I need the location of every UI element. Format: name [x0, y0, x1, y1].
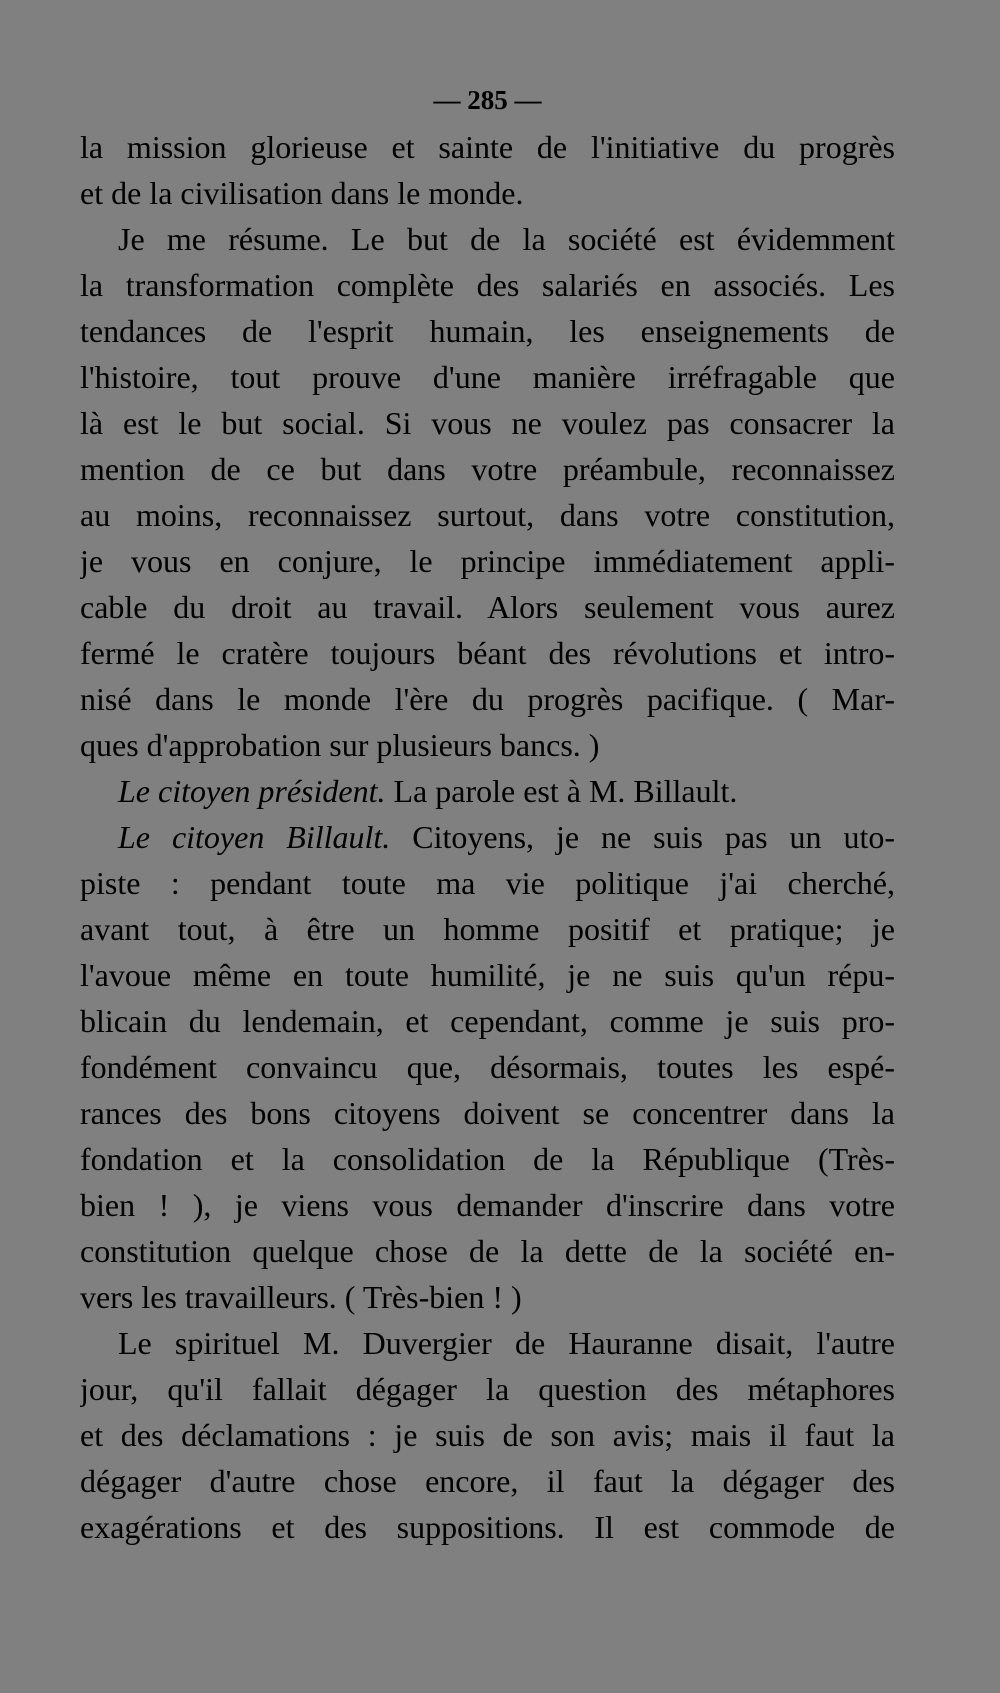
line-text: Je me résume. Le but de la société est évidemment — [118, 221, 895, 257]
line-text: nisé dans le monde l'ère du progrès pacifique. ( Mar- — [80, 681, 895, 717]
line-text: fermé le cratère toujours béant des révolutions et intro- — [80, 635, 895, 671]
line-text: dégager d'autre chose encore, il faut la dégager des — [80, 1463, 895, 1499]
text-line — [80, 722, 895, 768]
line-text: avant tout, à être un homme positif et pratique; je — [80, 911, 895, 947]
text-line — [80, 1504, 895, 1550]
line-text: la mission glorieuse et sainte de l'initiative du progrès — [80, 129, 895, 165]
text-line — [80, 906, 895, 952]
line-text: Citoyens, je ne suis pas un uto- — [390, 819, 895, 855]
line-text: et des déclamations : je suis de son avis; mais il faut la — [80, 1417, 895, 1453]
text-line — [80, 768, 895, 814]
text-line — [80, 1090, 895, 1136]
text-line — [80, 308, 895, 354]
line-text: cable du droit au travail. Alors seulement vous aurez — [80, 589, 895, 625]
line-text: tendances de l'esprit humain, les enseignements de — [80, 313, 895, 349]
line-text: exagérations et des suppositions. Il est commode de — [80, 1509, 895, 1545]
text-line — [80, 1412, 895, 1458]
line-text: bien ! ), je viens vous demander d'inscrire dans votre — [80, 1187, 895, 1223]
line-text: et de la civilisation dans le monde. — [80, 175, 524, 211]
line-text: fondément convaincu que, désormais, toutes les espé- — [80, 1049, 895, 1085]
line-text: jour, qu'il fallait dégager la question des métaphores — [80, 1371, 895, 1407]
line-text: je vous en conjure, le principe immédiatement appli- — [80, 543, 895, 579]
text-line — [80, 1136, 895, 1182]
text-line — [80, 124, 895, 170]
text-line — [80, 584, 895, 630]
text-line — [80, 952, 895, 998]
speaker-name: Le citoyen président. — [118, 773, 386, 809]
text-line — [80, 446, 895, 492]
text-line — [80, 354, 895, 400]
page-number: — 285 — — [433, 85, 542, 115]
text-line — [80, 860, 895, 906]
text-line — [80, 1458, 895, 1504]
line-text: ques d'approbation sur plusieurs bancs. ) — [80, 727, 600, 763]
text-line — [80, 1366, 895, 1412]
book-page — [80, 80, 895, 1550]
line-text: blicain du lendemain, et cependant, comme je suis pro- — [80, 1003, 895, 1039]
body-text — [80, 124, 895, 1550]
line-text: au moins, reconnaissez surtout, dans votre constitution, — [80, 497, 895, 533]
line-text: fondation et la consolidation de la République (Très- — [80, 1141, 895, 1177]
line-text: là est le but social. Si vous ne voulez pas consacrer la — [80, 405, 895, 441]
text-line — [80, 1182, 895, 1228]
line-text: Le spirituel M. Duvergier de Hauranne disait, l'autre — [118, 1325, 895, 1361]
text-line — [80, 998, 895, 1044]
line-text: l'avoue même en toute humilité, je ne suis qu'un répu- — [80, 957, 895, 993]
text-line — [80, 1228, 895, 1274]
text-line — [80, 538, 895, 584]
line-text: la transformation complète des salariés en associés. Les — [80, 267, 895, 303]
text-line — [80, 1320, 895, 1366]
line-text: La parole est à M. Billault. — [385, 773, 738, 809]
text-line — [80, 630, 895, 676]
line-text: rances des bons citoyens doivent se concentrer dans la — [80, 1095, 895, 1131]
line-text: piste : pendant toute ma vie politique j'ai cherché, — [80, 865, 895, 901]
text-line — [80, 262, 895, 308]
speaker-name: Le citoyen Billault. — [118, 819, 391, 855]
line-text: l'histoire, tout prouve d'une manière irréfragable que — [80, 359, 895, 395]
text-line — [80, 170, 895, 216]
line-text: constitution quelque chose de la dette de la société en- — [80, 1233, 895, 1269]
text-line — [80, 676, 895, 722]
text-line — [80, 814, 895, 860]
text-line — [80, 1274, 895, 1320]
text-line — [80, 400, 895, 446]
text-line — [80, 492, 895, 538]
text-line — [80, 1044, 895, 1090]
text-line — [80, 216, 895, 262]
line-text: mention de ce but dans votre préambule, reconnaissez — [80, 451, 895, 487]
line-text: vers les travailleurs. ( Très-bien ! ) — [80, 1279, 522, 1315]
